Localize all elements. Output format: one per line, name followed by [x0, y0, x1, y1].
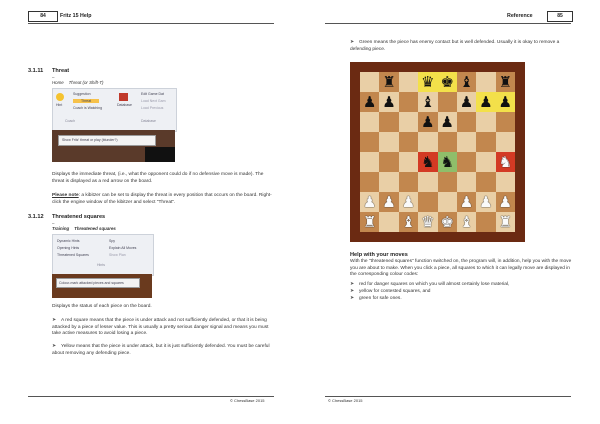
help-bullet-green-text: green for safe ones. [359, 296, 402, 301]
board-square[interactable] [476, 72, 495, 92]
board-square[interactable] [438, 72, 457, 92]
threat-section-title: Threat [52, 68, 70, 74]
ribbon-group-database: Database [141, 119, 156, 123]
threat-menu-path [52, 80, 104, 85]
board-square[interactable] [360, 172, 379, 192]
board-square[interactable] [496, 152, 515, 172]
bullet-arrow-icon: ➤ [52, 344, 57, 349]
help-bullet-red-text: red for danger squares on which you will almost certainly lose material, [359, 282, 510, 287]
database-button-label[interactable]: Database [117, 103, 132, 107]
white-pawn-icon[interactable]: ♟ [479, 192, 493, 211]
right-header-title: Reference [507, 13, 533, 19]
help-title: Help with your moves [350, 252, 408, 258]
threat-tooltip [58, 135, 156, 146]
black-bishop-icon[interactable]: ♝ [421, 92, 435, 111]
black-pawn-icon[interactable]: ♟ [459, 92, 474, 111]
board-square[interactable] [496, 172, 515, 192]
board-square[interactable] [418, 172, 437, 192]
panel-item-show-plan[interactable]: Show Plan [109, 253, 126, 257]
board-square[interactable] [476, 112, 495, 132]
white-pawn-icon[interactable]: ♟ [362, 192, 377, 211]
board-square[interactable] [399, 192, 418, 212]
threatened-section-number: 3.1.12 [28, 214, 44, 220]
right-footer-rule [325, 396, 571, 397]
black-bishop-icon[interactable]: ♝ [459, 72, 474, 91]
threat-dash: – [52, 75, 55, 80]
ribbon-right-item-3[interactable]: Load Previous [141, 106, 164, 110]
threatened-section-title: Threatened squares [52, 214, 106, 220]
panel-tooltip-text: Colour-mark attacked pieces and squares [59, 281, 124, 285]
board-square[interactable] [476, 212, 495, 232]
board-square[interactable] [457, 92, 476, 112]
black-pawn-icon[interactable]: ♟ [382, 92, 396, 111]
board-square[interactable] [496, 132, 515, 152]
bullet-red [52, 318, 272, 338]
ribbon-item-coach[interactable]: Coach is Watching [73, 106, 103, 110]
board-square[interactable] [379, 132, 398, 152]
left-page-number: 84 [28, 11, 58, 22]
board-square[interactable] [360, 92, 379, 112]
white-pawn-icon[interactable]: ♟ [459, 192, 474, 211]
black-pawn-icon[interactable]: ♟ [362, 92, 377, 111]
board-square[interactable] [399, 72, 418, 92]
ribbon-group-coach: Coach [65, 119, 76, 123]
board-square[interactable] [418, 112, 437, 132]
panel-group-hints: Hints [97, 263, 105, 267]
menu-home: Home [52, 80, 64, 85]
board-square[interactable] [457, 112, 476, 132]
board-square[interactable] [399, 132, 418, 152]
board-square[interactable] [399, 92, 418, 112]
help-bullet-yellow [350, 289, 572, 296]
panel-item-opening-hints[interactable]: Opening Hints [57, 246, 80, 250]
board-square[interactable] [438, 92, 457, 112]
black-pawn-icon[interactable]: ♟ [440, 112, 454, 131]
board-square[interactable] [418, 192, 437, 212]
board-square[interactable] [476, 152, 495, 172]
board-square[interactable] [457, 132, 476, 152]
white-rook-icon[interactable]: ♜ [362, 212, 377, 231]
hint-button-label[interactable]: Hint [56, 103, 63, 107]
board-square[interactable] [496, 92, 515, 112]
help-paragraph: With the "threatened squares" function switched on, the program will, in addition, help you with the move you are about to make. When you click a piece, all squares to which it can legally move are displayed in the corresponding colour codes: [350, 259, 572, 278]
bullet-arrow-icon: ➤ [52, 318, 57, 323]
board-square[interactable] [496, 72, 515, 92]
board-square[interactable] [360, 212, 379, 232]
bullet-yellow-text: Yellow means that the piece is under attack, but it is just sufficiently defended. You must be careful about removing any defending piece. [52, 344, 270, 356]
threatened-dash: – [52, 221, 55, 226]
board-square[interactable] [496, 212, 515, 232]
board-square[interactable] [496, 192, 515, 212]
board-square[interactable] [360, 132, 379, 152]
board-square[interactable] [438, 132, 457, 152]
bullet-arrow-icon: ➤ [350, 296, 355, 301]
left-footer: © ChessBase 2015 [230, 398, 265, 403]
black-knight-icon[interactable]: ♞ [440, 152, 454, 171]
board-square[interactable] [379, 72, 398, 92]
panel-item-threatened-squares[interactable]: Threatened Squares [57, 253, 89, 257]
black-knight-icon[interactable]: ♞ [421, 152, 435, 171]
board-square[interactable] [360, 112, 379, 132]
ribbon-item-threat[interactable]: Threat [73, 99, 99, 103]
board-square[interactable] [438, 192, 457, 212]
panel-item-explain[interactable]: Explain All Moves [109, 246, 137, 250]
black-rook-icon[interactable]: ♜ [382, 72, 396, 91]
board-square[interactable] [438, 152, 457, 172]
black-pawn-icon[interactable]: ♟ [479, 92, 493, 111]
threatened-panel-screenshot [52, 234, 154, 276]
threat-paragraph-1: Displays the immediate threat, (i.e., what the opponent could do if no defensive move is made). The threat is displayed as a red arrow on the board. [52, 172, 264, 184]
panel-item-spy[interactable]: Spy [109, 239, 116, 243]
board-square[interactable] [457, 212, 476, 232]
board-square[interactable] [360, 72, 379, 92]
ribbon-item-suggestion[interactable]: Suggestion [73, 92, 91, 96]
help-bullet-yellow-text: yellow for contested squares, and [359, 289, 431, 294]
board-square[interactable] [379, 172, 398, 192]
board-square[interactable] [360, 152, 379, 172]
board-square[interactable] [399, 172, 418, 192]
board-square[interactable] [476, 192, 495, 212]
board-square[interactable] [476, 172, 495, 192]
board-square[interactable] [457, 72, 476, 92]
board-square[interactable] [379, 92, 398, 112]
board-square[interactable] [438, 212, 457, 232]
database-icon[interactable] [119, 93, 128, 101]
right-footer: © ChessBase 2015 [328, 398, 363, 403]
board-square[interactable] [379, 112, 398, 132]
board-square[interactable] [457, 152, 476, 172]
chess-board-grid [360, 72, 515, 232]
chess-board [350, 62, 525, 242]
black-pawn-icon[interactable]: ♟ [421, 112, 435, 131]
board-square[interactable] [457, 192, 476, 212]
board-square[interactable] [496, 112, 515, 132]
white-pawn-icon[interactable]: ♟ [498, 192, 513, 211]
threatened-menu-path [52, 226, 116, 231]
board-square[interactable] [476, 92, 495, 112]
right-header-rule [325, 23, 571, 24]
board-square[interactable] [438, 112, 457, 132]
ribbon-right-item-2[interactable]: Load Next Gam [141, 99, 166, 103]
board-square[interactable] [399, 212, 418, 232]
board-square[interactable] [476, 132, 495, 152]
white-king-icon[interactable]: ♚ [440, 212, 454, 231]
white-bishop-icon[interactable]: ♝ [401, 212, 416, 231]
bullet-red-text: A red square means that the piece is under attack and not sufficiently defended, or that it is being attacked by a piece of lesser value. This is usually a pretty serious danger signal and means you must take active measures to avoid losing a piece. [52, 318, 269, 337]
board-square[interactable] [418, 152, 437, 172]
board-square[interactable] [438, 172, 457, 192]
bullet-green-text: Green means the piece has enemy contact but is well defended. Usually it is okay to remove a defending piece. [350, 40, 560, 52]
clock-display [145, 147, 175, 162]
board-square[interactable] [418, 92, 437, 112]
white-queen-icon[interactable]: ♛ [421, 212, 435, 231]
white-bishop-icon[interactable]: ♝ [459, 212, 474, 231]
black-rook-icon[interactable]: ♜ [498, 72, 513, 91]
ribbon-right-item-1[interactable]: Edit Game Dat [141, 92, 164, 96]
white-pawn-icon[interactable]: ♟ [401, 192, 416, 211]
right-page-number: 85 [547, 11, 573, 22]
left-header-title: Fritz 15 Help [60, 13, 92, 19]
white-rook-icon[interactable]: ♜ [498, 212, 513, 231]
white-pawn-icon[interactable]: ♟ [382, 192, 396, 211]
bullet-arrow-icon: ➤ [350, 40, 355, 45]
hint-bulb-icon[interactable] [56, 93, 64, 101]
help-bullet-red [350, 282, 572, 289]
menu-threat: Threat (or Shift-T) [68, 80, 104, 85]
left-footer-rule [28, 396, 274, 397]
panel-item-dynamic-hints[interactable]: Dynamic Hints [57, 239, 80, 243]
threat-section-number: 3.1.11 [28, 68, 44, 74]
board-square[interactable] [399, 112, 418, 132]
threat-paragraph-2 [52, 193, 272, 206]
board-square[interactable] [418, 72, 437, 92]
board-square[interactable] [457, 172, 476, 192]
board-square[interactable] [379, 212, 398, 232]
bullet-arrow-icon: ➤ [350, 289, 355, 294]
board-square[interactable] [379, 192, 398, 212]
left-header-rule [28, 23, 274, 24]
panel-tooltip [56, 278, 140, 288]
threat-tooltip-text: Show Fritz' threat or play (blunder?) [62, 138, 118, 142]
board-square[interactable] [379, 152, 398, 172]
board-square[interactable] [399, 152, 418, 172]
bullet-green [350, 40, 570, 53]
board-square[interactable] [360, 192, 379, 212]
black-queen-icon[interactable]: ♛ [421, 72, 435, 91]
bullet-arrow-icon: ➤ [350, 282, 355, 287]
please-note-text: : a kibitzer can be set to display the threat in every position that occurs on the board. Right-click the engine window of the kibitzer and select "Threat". [52, 193, 272, 205]
board-square[interactable] [418, 132, 437, 152]
white-knight-icon[interactable]: ♞ [498, 152, 513, 171]
black-pawn-icon[interactable]: ♟ [498, 92, 513, 111]
menu-training: Training [52, 226, 70, 231]
please-note-label: Please note [52, 193, 79, 198]
board-square[interactable] [418, 212, 437, 232]
threatened-paragraph-1: Displays the status of each piece on the board. [52, 304, 152, 309]
black-king-icon[interactable]: ♚ [440, 72, 454, 91]
help-bullet-green [350, 296, 572, 303]
threat-ribbon-screenshot [52, 88, 177, 132]
menu-threatened: Threatened squares [74, 226, 116, 231]
bullet-yellow [52, 344, 272, 357]
